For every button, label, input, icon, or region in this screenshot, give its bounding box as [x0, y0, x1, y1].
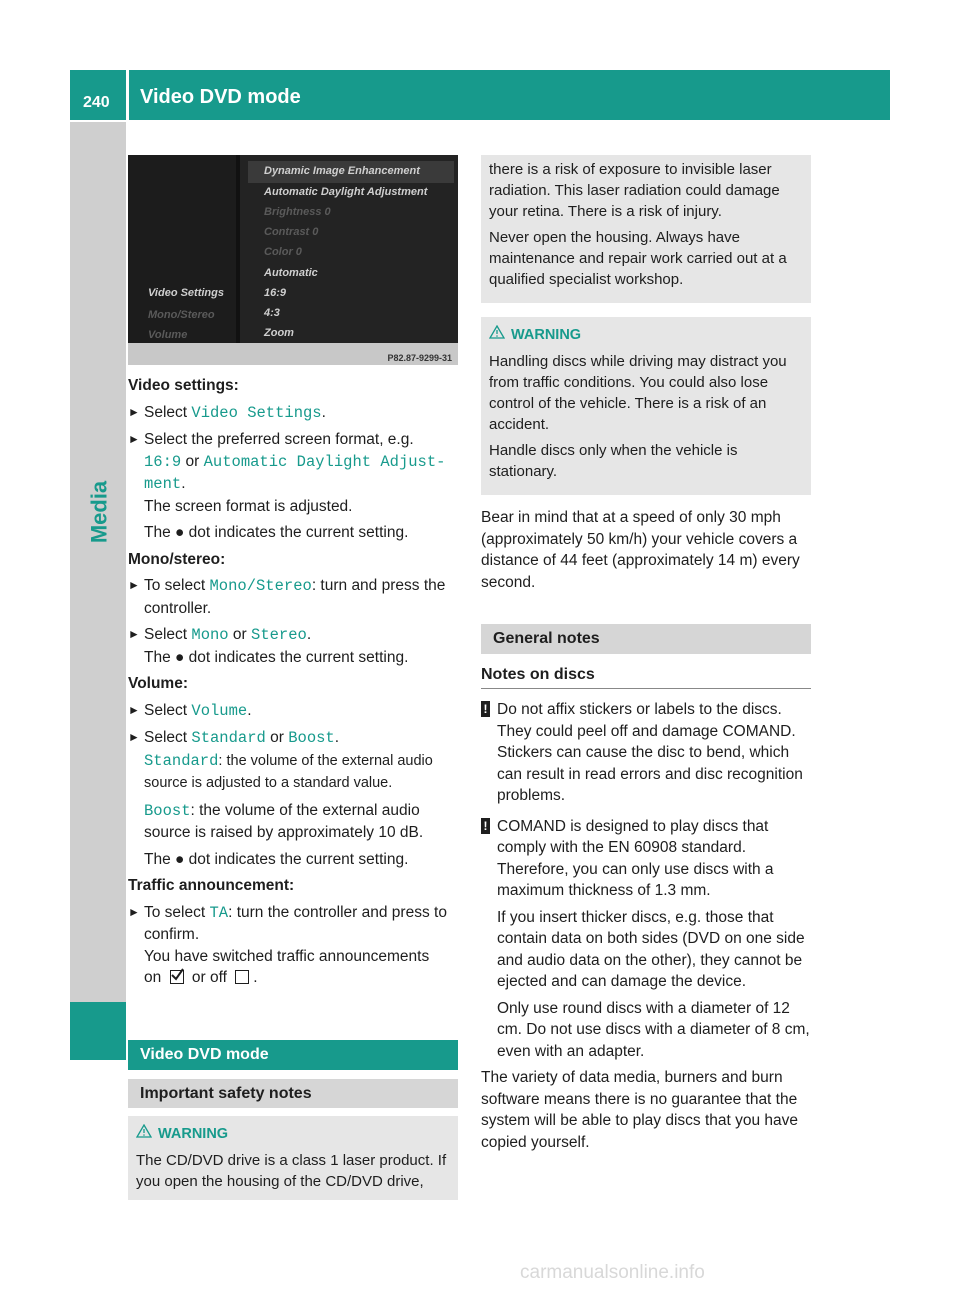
screen-item-contrast: Contrast 0 — [264, 226, 319, 238]
arrow-right-icon: ► — [128, 702, 140, 717]
screen-image — [128, 155, 458, 365]
video-settings-heading: Video settings: — [128, 377, 239, 394]
page-title: Video DVD mode — [140, 86, 301, 108]
checkbox-empty-icon — [235, 970, 249, 984]
arrow-right-icon: ► — [128, 904, 140, 919]
step-select-ta: ► To select TA: turn the controller and press to confirm. You have switched traffic announcements on or off . — [128, 903, 447, 986]
step-select-mono: ► Select Mono or Stereo. The ● dot indicates the current setting. — [128, 626, 409, 666]
warning-laser-text: The CD/DVD drive is a class 1 laser product. If you open the housing of the CD/DVD drive, — [136, 1152, 447, 1190]
dot-note: The ● dot indicates the current setting. — [144, 524, 409, 541]
screen-menu-volume: Volume — [148, 329, 188, 341]
subheading-notes-on-discs: Notes on discs — [481, 664, 811, 690]
mono-heading: Mono/stereo: — [128, 550, 226, 568]
exclamation-icon: ! — [481, 701, 490, 717]
warning-box-handling — [481, 317, 811, 495]
warning-laser-cont2: Never open the housing. Always have maintenance and repair work carried out at a qualified specialist workshop. — [489, 229, 787, 288]
warning-box-laser — [128, 1116, 458, 1200]
step-select-standard: ► Select Standard or Boost. Standard: the volume of the external audio source is adjusted to a standard value. — [128, 729, 433, 791]
side-tab-label: Media — [86, 480, 112, 544]
screen-item-brightness: Brightness 0 — [264, 206, 331, 218]
header-separator — [126, 70, 129, 120]
screen-menu-video-settings: Video Settings — [148, 287, 224, 299]
step-select-mono-stereo: ► To select Mono/Stereo: turn and press the controller. — [128, 577, 446, 617]
arrow-right-icon: ► — [128, 404, 140, 419]
screen-item-dynamic: Dynamic Image Enhancement — [248, 161, 454, 183]
warning-triangle-icon — [136, 1124, 152, 1145]
left-column — [128, 375, 460, 994]
boost-desc: Boost: the volume of the external audio source is raised by approximately 10 dB. — [144, 801, 424, 841]
right-column — [481, 155, 811, 1158]
bear-in-mind-text: Bear in mind that at a speed of only 30 mph (approximately 50 km/h) your vehicle covers a distance of 44 feet (approximately 14 m) every second. — [481, 509, 800, 591]
screen-item-daylight: Automatic Daylight Adjustment — [264, 186, 428, 198]
warning-triangle-icon — [489, 325, 505, 346]
warning-title: WARNING — [136, 1124, 450, 1145]
screen-item-automatic: Automatic — [264, 267, 318, 279]
warning-laser-cont1: there is a risk of exposure to invisible laser radiation. This laser radiation could damage your retina. There is a risk of injury. — [489, 161, 780, 220]
dot-note-volume: The ● dot indicates the current setting. — [144, 850, 409, 868]
arrow-right-icon: ► — [128, 578, 140, 592]
safety-section — [128, 1040, 458, 1200]
section-band-general-notes: General notes — [481, 624, 811, 654]
warning-title-2: WARNING — [489, 325, 803, 346]
warning-handling-p2: Handle discs only when the vehicle is stationary. — [489, 442, 738, 480]
variety-text: The variety of data media, burners and burn software means there is no guarantee that the system will be able to play discs that you have copied yourself. — [481, 1069, 799, 1151]
arrow-right-icon: ► — [128, 432, 140, 446]
step-select-video-settings: ► Select Video Settings. — [128, 403, 326, 422]
screen-item-zoom: Zoom — [264, 327, 294, 339]
screen-menu-mono-stereo: Mono/Stereo — [148, 309, 215, 321]
note-stickers: ! Do not affix stickers or labels to the discs. They could peel off and damage COMAND. Stickers can cause the disc to bend, which can result in read errors and disc recognition problems. — [481, 699, 811, 807]
warning-box-laser-cont — [481, 155, 811, 303]
watermark: carmanualsonline.info — [520, 1262, 705, 1283]
checkbox-checked-icon — [170, 970, 184, 984]
note-en60908: ! COMAND is designed to play discs that comply with the EN 60908 standard. Therefore, you can only use discs with a maximum thickness of 1.3 mm. If you insert thicker discs, e.g. those that contain data on both sides (DVD on one side and audio data on the other), they cannot be ejected and can damage the device. Only use round discs with a diameter of 12 cm. Do not use discs with a diameter of 8 cm, even with an adapter. — [481, 816, 811, 1063]
screen-ref-code: P82.87-9299-31 — [387, 353, 452, 363]
screen-item-16-9: 16:9 — [264, 287, 287, 299]
arrow-right-icon: ► — [128, 627, 140, 641]
screen-item-4-3: 4:3 — [264, 307, 280, 319]
page-number: 240 — [83, 94, 110, 111]
exclamation-icon: ! — [481, 818, 490, 834]
traffic-heading: Traffic announcement: — [128, 877, 295, 894]
section-band-safety: Important safety notes — [128, 1079, 458, 1109]
step-select-format: ► Select the preferred screen format, e.g. 16:9 or Automatic Daylight Adjust‐ ment. The screen format is adjusted. — [128, 431, 446, 515]
arrow-right-icon: ► — [128, 730, 140, 744]
side-tab-block — [70, 1002, 126, 1060]
warning-handling-p1: Handling discs while driving may distract you from traffic conditions. You could also lose control of the vehicle. There is a risk of an accident. — [489, 353, 787, 433]
section-band-video-dvd: Video DVD mode — [128, 1040, 458, 1070]
step-select-volume: ► Select Volume. — [128, 701, 252, 720]
volume-heading: Volume: — [128, 675, 188, 692]
screen-item-color: Color 0 — [264, 246, 302, 258]
